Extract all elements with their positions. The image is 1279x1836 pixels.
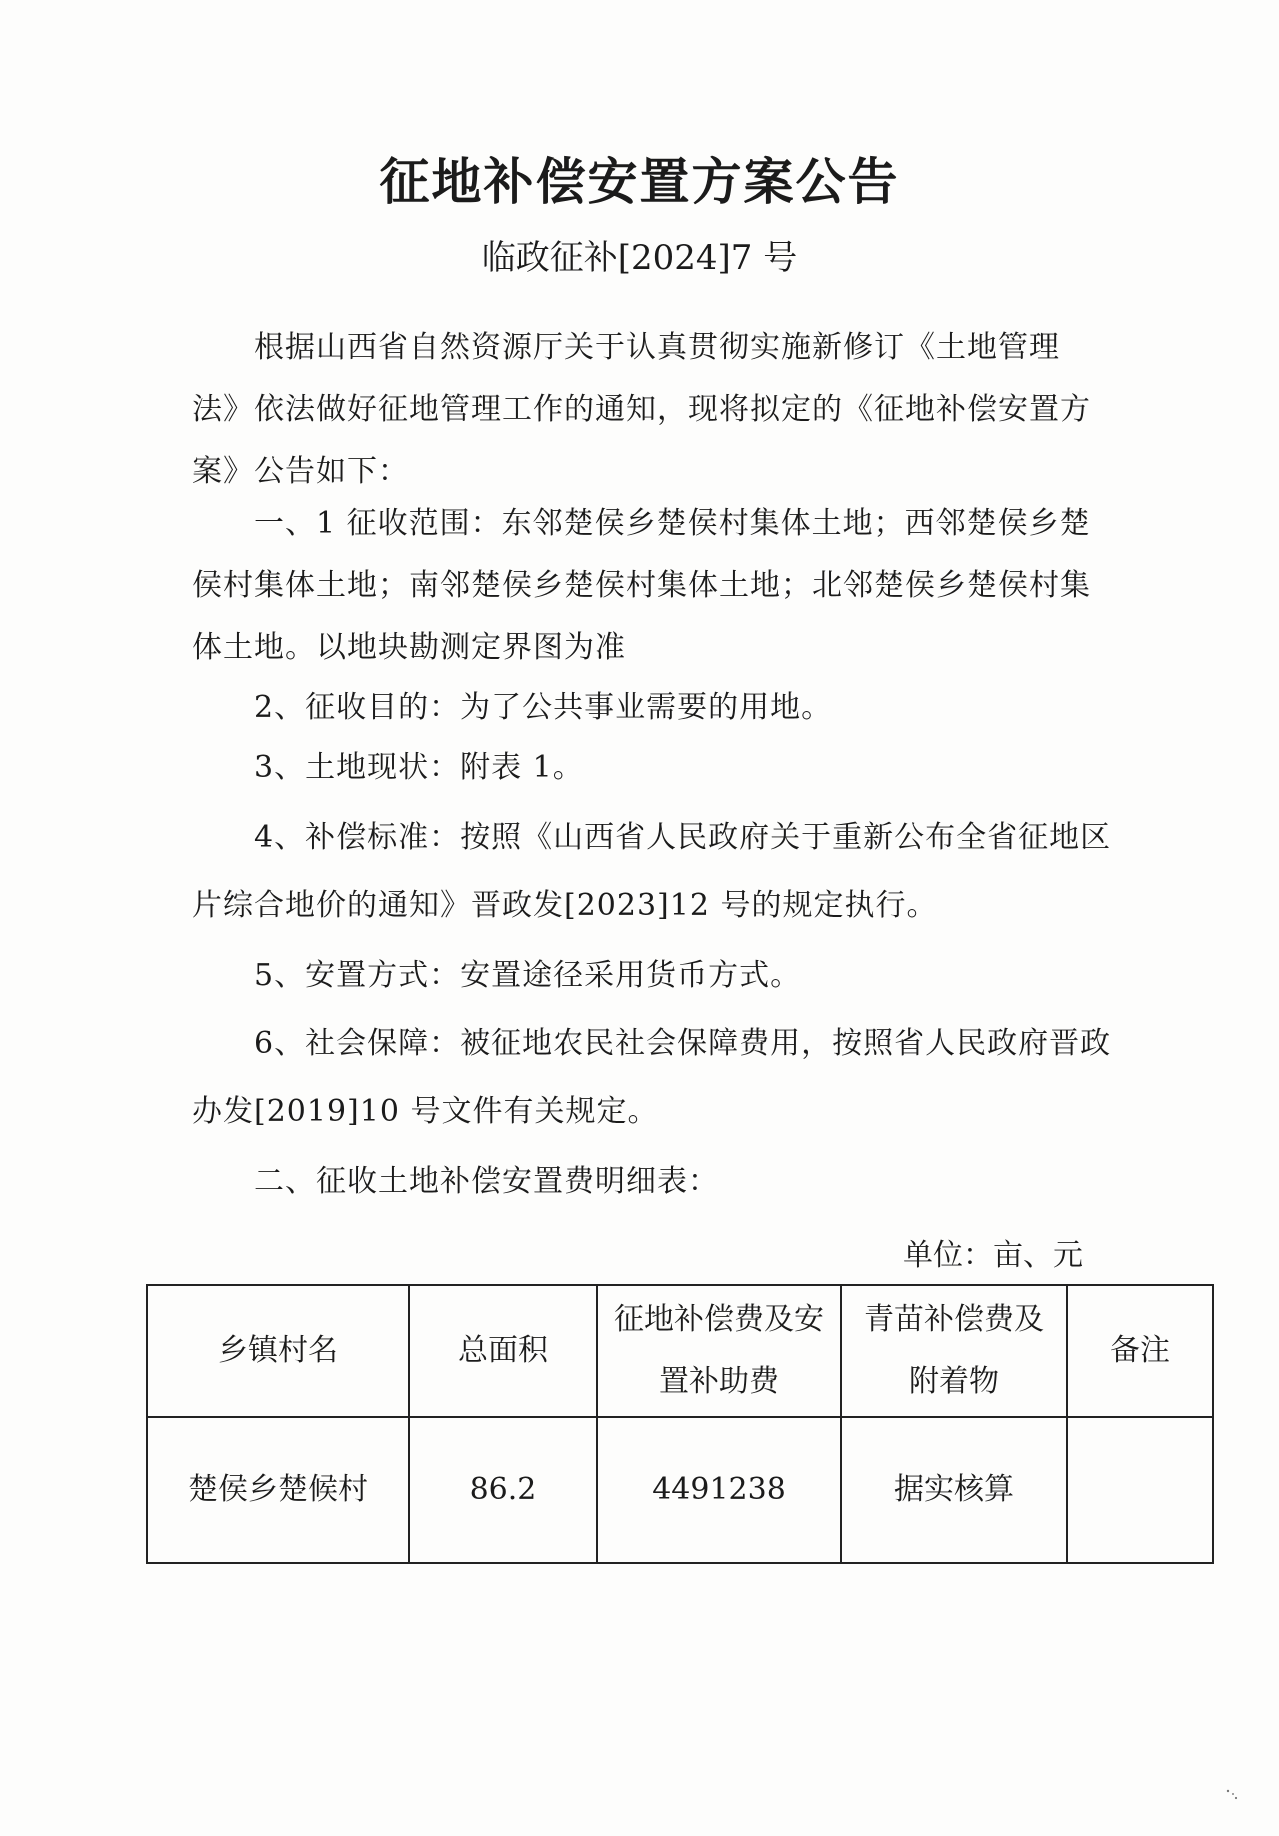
item-1-line-3: 体土地。以地块勘测定界图为准: [192, 630, 626, 665]
scan-speck-mark: [1225, 1788, 1239, 1802]
cell-total-area: 86.2: [409, 1417, 597, 1563]
item-1-line-1: 一、1 征收范围：东邻楚侯乡楚侯村集体土地；西邻楚侯乡楚: [254, 506, 1091, 541]
document-number: 临政征补[2024]7 号: [481, 238, 798, 278]
unit-label: 单位：亩、元: [903, 1238, 1083, 1273]
item-1-line-2: 侯村集体土地；南邻楚侯乡楚侯村集体土地；北邻楚侯乡楚侯村集: [192, 568, 1091, 603]
intro-line-1: 根据山西省自然资源厅关于认真贯彻实施新修订《土地管理: [254, 330, 1060, 365]
header-remarks: 备注: [1067, 1285, 1213, 1417]
cell-village-name: 楚侯乡楚候村: [147, 1417, 409, 1563]
header-total-area: 总面积: [409, 1285, 597, 1417]
intro-line-3: 案》公告如下：: [192, 454, 409, 489]
item-6-line-1: 6、社会保障：被征地农民社会保障费用，按照省人民政府晋政: [254, 1026, 1112, 1061]
header-land-compensation-line-1: 征地补偿费及安: [614, 1302, 824, 1337]
item-5: 5、安置方式：安置途径采用货币方式。: [254, 958, 802, 993]
cell-crop-compensation: 据实核算: [841, 1417, 1067, 1563]
intro-line-2: 法》依法做好征地管理工作的通知，现将拟定的《征地补偿安置方: [192, 392, 1091, 427]
header-crop-compensation: [841, 1285, 1067, 1417]
table-header-row: [147, 1285, 1213, 1417]
table-row: [147, 1417, 1213, 1563]
document-title: 征地补偿安置方案公告: [379, 153, 900, 211]
item-3: 3、土地现状：附表 1。: [254, 750, 584, 785]
item-2: 2、征收目的：为了公共事业需要的用地。: [254, 690, 833, 725]
item-4-line-1: 4、补偿标准：按照《山西省人民政府关于重新公布全省征地区: [254, 820, 1112, 855]
item-6-line-2: 办发[2019]10 号文件有关规定。: [192, 1094, 659, 1129]
cell-land-compensation: 4491238: [597, 1417, 841, 1563]
cell-remarks: [1067, 1417, 1213, 1563]
header-crop-compensation-line-2: 附着物: [909, 1364, 999, 1399]
header-village-name: 乡镇村名: [147, 1285, 409, 1417]
item-4-line-2: 片综合地价的通知》晋政发[2023]12 号的规定执行。: [192, 888, 938, 923]
header-land-compensation-line-2: 置补助费: [659, 1364, 779, 1399]
section-2-heading: 二、征收土地补偿安置费明细表：: [254, 1164, 719, 1199]
header-crop-compensation-line-1: 青苗补偿费及: [864, 1302, 1044, 1337]
header-land-compensation: [597, 1285, 841, 1417]
compensation-table: [146, 1284, 1214, 1564]
